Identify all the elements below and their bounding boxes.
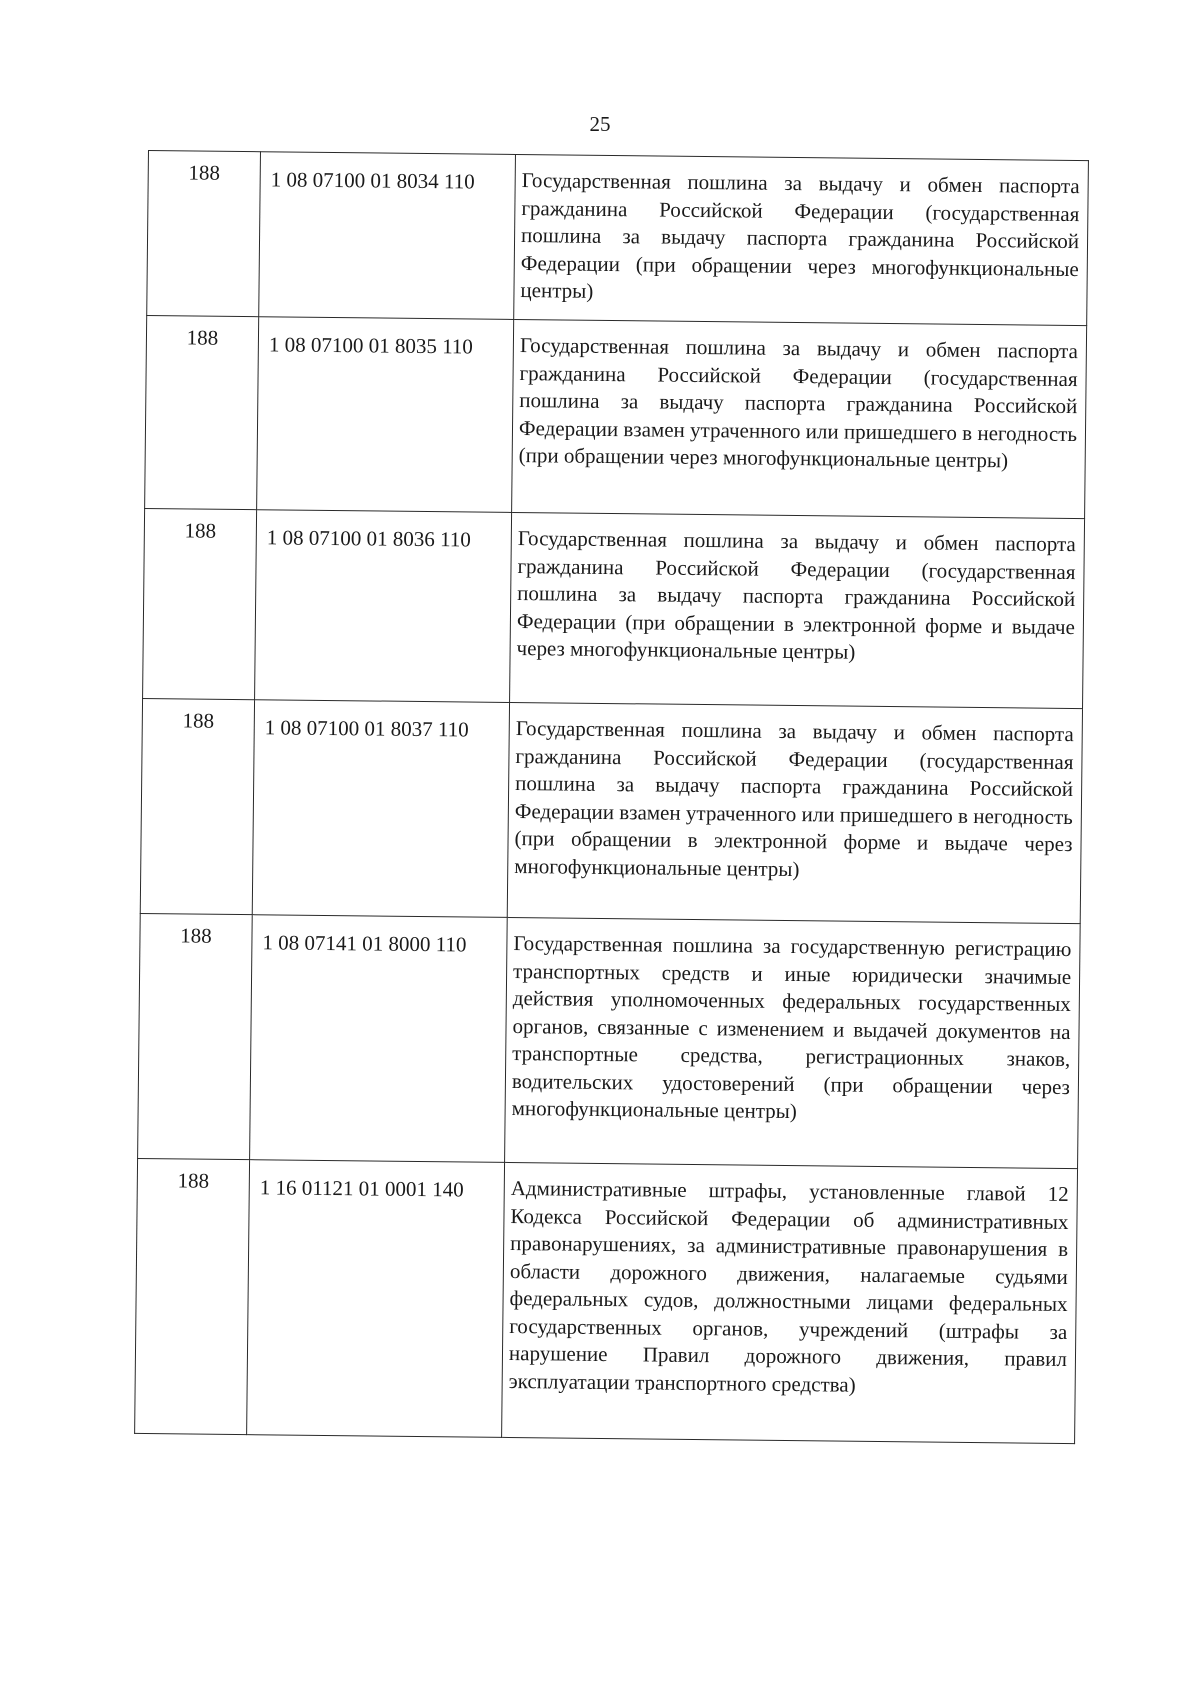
admin-code-cell: 188 xyxy=(147,151,261,317)
description-cell: Государственная пошлина за выдачу и обмен паспорта гражданина Российской Федерации (государственная пошлина за выдачу паспорта гражданина Российской Федерации (при обращении в электронной форме и выдаче через многофункциональные центры) xyxy=(510,512,1085,708)
revenue-codes-table xyxy=(134,150,1089,1444)
description-cell: Государственная пошлина за выдачу и обмен паспорта гражданина Российской Федерации (государственная пошлина за выдачу паспорта гражданина Российской Федерации взамен утраченного или пришедшего в негодность (при обращении в электронной форме и выдаче через многофункциональные центры) xyxy=(507,702,1082,923)
table-row xyxy=(135,1158,1078,1443)
table-row xyxy=(145,315,1087,518)
admin-code-cell: 188 xyxy=(140,698,254,914)
kbk-code-cell: 1 08 07100 01 8037 110 xyxy=(252,700,509,918)
kbk-code-cell: 1 08 07100 01 8035 110 xyxy=(257,317,514,513)
table-row xyxy=(143,508,1085,708)
admin-code-cell: 188 xyxy=(143,508,257,699)
admin-code-cell: 188 xyxy=(135,1158,250,1434)
kbk-code-cell: 1 16 01121 01 0001 140 xyxy=(247,1160,505,1438)
kbk-code-cell: 1 08 07100 01 8036 110 xyxy=(255,510,512,703)
description-cell: Государственная пошлина за выдачу и обмен паспорта гражданина Российской Федерации (государственная пошлина за выдачу паспорта гражданина Российской Федерации взамен утраченного или пришедшего в негодность (при обращении через многофункциональные центры) xyxy=(512,319,1087,518)
table-row xyxy=(138,913,1081,1168)
kbk-code-cell: 1 08 07141 01 8000 110 xyxy=(250,915,508,1163)
page-number: 25 xyxy=(589,112,611,136)
description-cell: Административные штрафы, установленные главой 12 Кодекса Российской Федерации об административных правонарушениях, за административные правонарушения в области дорожного движения, налагаемые судьями федеральных судов, должностными лицами федеральных государственных органов, учреждений (штрафы за нарушение Правил дорожного движения, правил эксплуатации транспортного средства) xyxy=(502,1162,1078,1443)
table-row xyxy=(147,151,1089,326)
table-row xyxy=(140,698,1082,923)
admin-code-cell: 188 xyxy=(145,315,259,509)
description-cell: Государственная пошлина за выдачу и обмен паспорта гражданина Российской Федерации (государственная пошлина за выдачу паспорта гражданина Российской Федерации (при обращении через многофункциональные центры) xyxy=(514,154,1089,325)
admin-code-cell: 188 xyxy=(138,913,253,1159)
description-cell: Государственная пошлина за государственную регистрацию транспортных средств и иные юридически значимые действия уполномоченных федеральных государственных органов, связанные с изменением и выдачей документов на транспортные средства, регистрационных знаков, водительских удостоверений (при обращении через многофункциональные центры) xyxy=(505,917,1081,1168)
kbk-code-cell: 1 08 07100 01 8034 110 xyxy=(259,152,516,320)
